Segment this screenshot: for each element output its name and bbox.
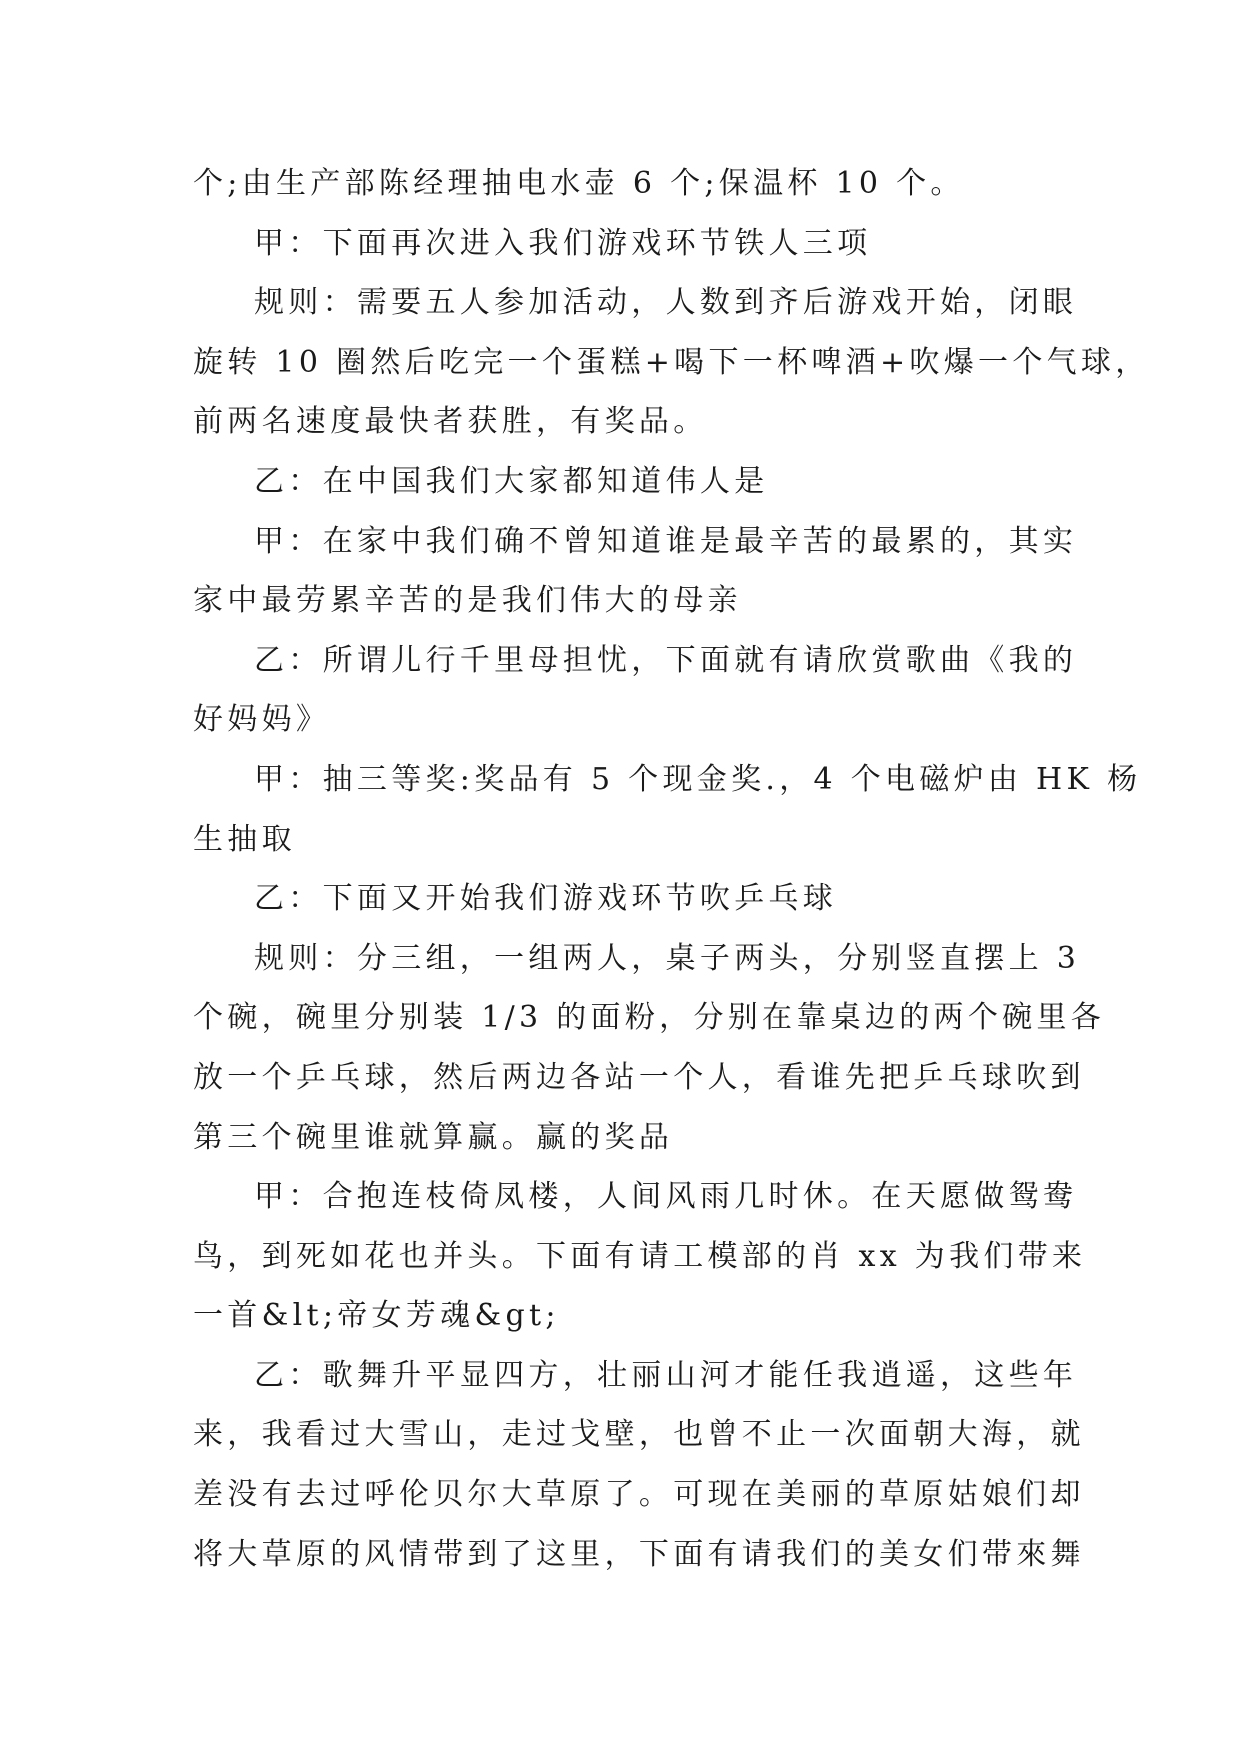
text-line: 一首&lt;帝女芳魂&gt; [193, 1298, 560, 1334]
text-line: 规则：分三组，一组两人，桌子两头，分别竖直摆上 3 [254, 940, 1081, 976]
text-line: 乙：在中国我们大家都知道伟人是 [254, 463, 769, 499]
text-line: 乙：所谓儿行千里母担忧，下面就有请欣赏歌曲《我的 [254, 642, 1078, 678]
text-line: 将大草原的风情带到了这里，下面有请我们的美女们带來舞 [193, 1536, 1085, 1572]
text-line: 乙：下面又开始我们游戏环节吹乒乓球 [254, 881, 838, 917]
text-line: 规则：需要五人参加活动，人数到齐后游戏开始，闭眼 [254, 285, 1078, 321]
document-body [193, 154, 1150, 1584]
text-line: 家中最劳累辛苦的是我们伟大的母亲 [193, 583, 742, 619]
text-line: 甲：在家中我们确不曾知道谁是最辛苦的最累的，其实 [254, 523, 1078, 559]
text-line: 好妈妈》 [193, 702, 331, 738]
text-line: 旋转 10 圈然后吃完一个蛋糕+喝下一杯啤酒+吹爆一个气球， [193, 344, 1150, 380]
text-line: 来，我看过大雪山，走过戈壁，也曾不止一次面朝大海，就 [193, 1417, 1085, 1453]
text-line: 放一个乒乓球，然后两边各站一个人，看谁先把乒乓球吹到 [193, 1059, 1085, 1095]
text-line: 第三个碗里谁就算赢。赢的奖品 [193, 1119, 674, 1155]
text-line: 鸟，到死如花也并头。下面有请工模部的肖 xx 为我们带来 [193, 1238, 1087, 1274]
text-line: 差没有去过呼伦贝尔大草原了。可现在美丽的草原姑娘们却 [193, 1477, 1085, 1513]
text-line: 甲：合抱连枝倚凤楼，人间风雨几时休。在天愿做鸳鸯 [254, 1179, 1078, 1215]
text-line: 生抽取 [193, 821, 296, 857]
text-line: 前两名速度最快者获胜，有奖品。 [193, 404, 708, 440]
text-line: 个;由生产部陈经理抽电水壶 6 个;保温杯 10 个。 [193, 166, 965, 201]
text-line: 甲：抽三等奖:奖品有 5 个现金奖.，4 个电磁炉由 HK 杨 [254, 761, 1142, 797]
text-line: 甲：下面再次进入我们游戏环节铁人三项 [254, 225, 872, 261]
text-line: 个碗，碗里分别装 1/3 的面粉，分别在靠桌边的两个碗里各 [193, 1000, 1106, 1036]
text-line: 乙：歌舞升平显四方，壮丽山河才能任我逍遥，这些年 [254, 1357, 1078, 1393]
